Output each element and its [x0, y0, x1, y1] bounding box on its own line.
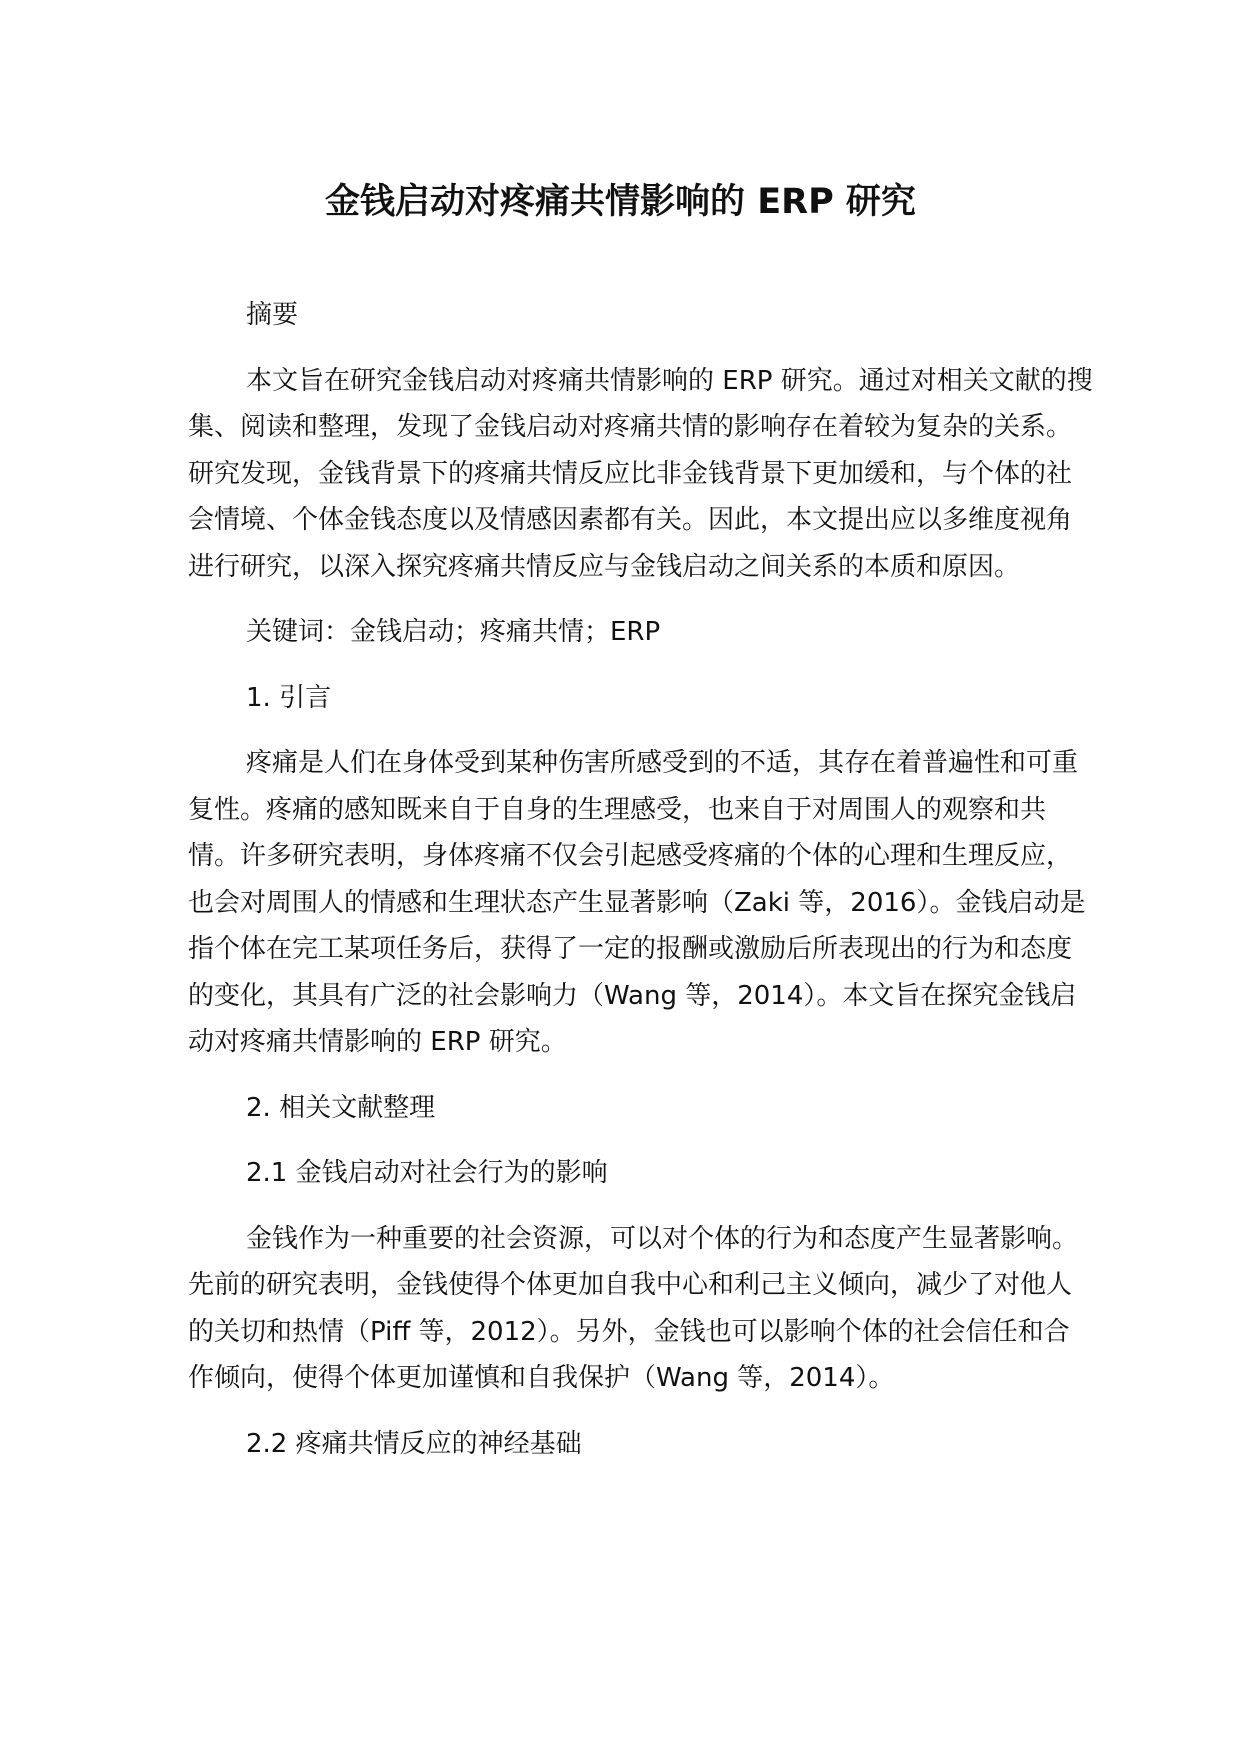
document-title: 金钱启动对疼痛共情影响的 ERP 研究 — [325, 182, 916, 222]
subsection-heading-money-priming: 2.1 金钱启动对社会行为的影响 — [246, 1158, 608, 1188]
money-priming-paragraph: 金钱作为一种重要的社会资源，可以对个体的行为和态度产生显著影响。先前的研究表明，金钱使得个体更加自我中心和利己主义倾向，减少了对他人的关切和热情（Piff 等，2012）。另外，金钱也可以影响个体的社会信任和合作倾向，使得个体更加谨慎和自我保护（Wang 等，2014）。 — [188, 1223, 1079, 1393]
keywords-line: 关键词：金钱启动；疼痛共情；ERP — [246, 617, 661, 647]
section-heading-literature: 2. 相关文献整理 — [246, 1092, 436, 1123]
introduction-paragraph: 疼痛是人们在身体受到某种伤害所感受到的不适，其存在着普遍性和可重复性。疼痛的感知既来自于自身的生理感受，也来自于对周围人的观察和共情。许多研究表明，身体疼痛不仅会引起感受疼痛的个体的心理和生理反应，也会对周围人的情感和生理状态产生显著影响（Zaki 等，2016）。金钱启动是指个体在完工某项任务后，获得了一定的报酬或激励后所表现出的行为和态度的变化，其具有广泛的社会影响力（Wang 等，2014）。本文旨在探究金钱启动对疼痛共情影响的 ERP 研究。 — [188, 748, 1086, 1057]
abstract-heading: 摘要 — [246, 300, 299, 330]
document-body — [188, 292, 1093, 1467]
abstract-paragraph: 本文旨在研究金钱启动对疼痛共情影响的 ERP 研究。通过对相关文献的搜集、阅读和整理，发现了金钱启动对疼痛共情的影响存在着较为复杂的关系。研究发现，金钱背景下的疼痛共情反应比非金钱背景下更加缓和，与个体的社会情境、个体金钱态度以及情感因素都有关。因此，本文提出应以多维度视角进行研究，以深入探究疼痛共情反应与金钱启动之间关系的本质和原因。 — [188, 365, 1093, 582]
subsection-heading-neural-basis: 2.2 疼痛共情反应的神经基础 — [246, 1428, 582, 1459]
section-heading-introduction: 1. 引言 — [246, 682, 332, 713]
